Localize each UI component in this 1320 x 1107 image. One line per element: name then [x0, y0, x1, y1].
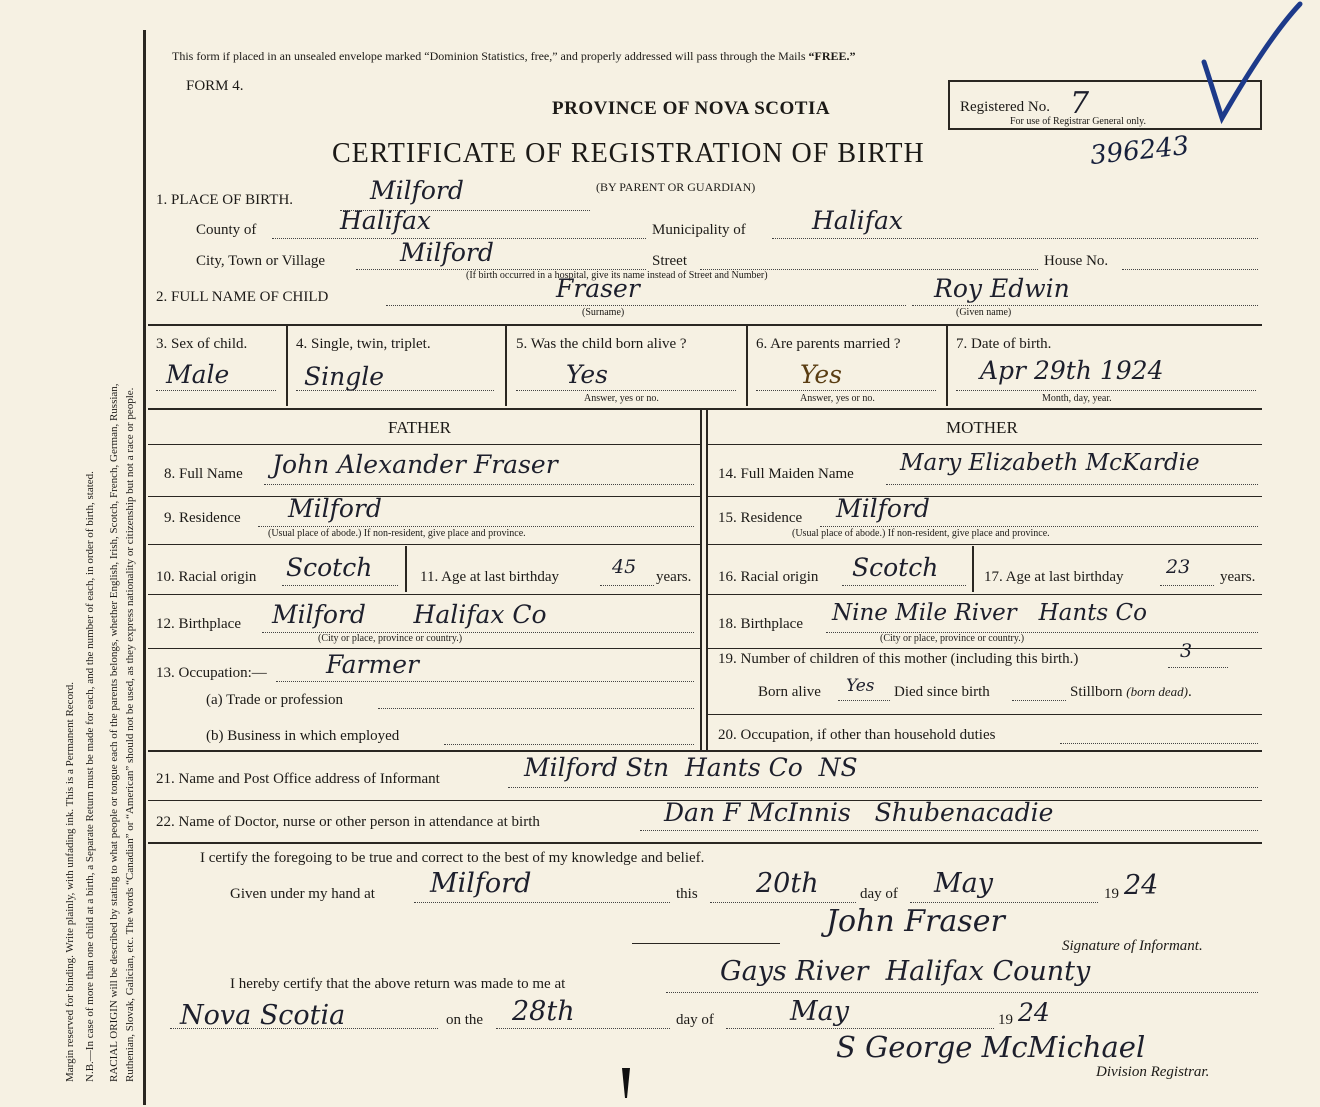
father-birthplace-value: Milford Halifax Co [272, 600, 547, 629]
mother-birthplace-caption: (City or place, province or country.) [880, 633, 1025, 644]
born-alive-count-label: Born alive [758, 684, 821, 700]
doctor-value: Dan F McInnis Shubenacadie [664, 798, 1054, 827]
signature-caption: Signature of Informant. [1062, 938, 1203, 954]
child-surname: Fraser [556, 274, 640, 303]
informant-value: Milford Stn Hants Co NS [524, 753, 858, 782]
mother-name-label: 14. Full Maiden Name [718, 466, 854, 482]
registrar-signature: S George McMichael [836, 1030, 1146, 1064]
child-name-label: 2. FULL NAME OF CHILD [156, 289, 329, 305]
father-racial-origin-value: Scotch [286, 553, 373, 582]
stillborn-text: Stillborn [1070, 684, 1123, 700]
place-of-birth-value: Milford [370, 176, 464, 205]
father-occupation-value: Farmer [326, 650, 419, 679]
given-under-place: Milford [430, 868, 532, 899]
hospital-note: (If birth occurred in a hospital, give its name instead of Street and Number) [466, 270, 768, 281]
surname-caption: (Surname) [582, 307, 625, 318]
return-day-of-label: day of [676, 1012, 714, 1028]
father-residence-caption: (Usual place of abode.) If non-resident, give place and province. [268, 528, 526, 539]
mail-note: This form if placed in an unsealed envelope marked “Dominion Statistics, free,” and properly addressed will pass through the Mails “FREE.” [172, 49, 856, 63]
mother-occupation-label: 20. Occupation, if other than household duties [718, 727, 996, 743]
father-birthplace-caption: (City or place, province or country.) [318, 633, 463, 644]
father-birthplace-label: 12. Birthplace [156, 616, 241, 632]
business-label: (b) Business in which employed [206, 728, 400, 744]
margin-note-racial-origin-1: RACIAL ORIGIN will be described by stating to what people or tongue each of the parents belongs, whether English, Irish, Scotch, French, German, Russian, [108, 383, 120, 1082]
stillborn-note: (born dead) [1126, 684, 1189, 699]
city-value: Milford [400, 238, 494, 267]
margin-note-multiple-births: N.B.—In case of more than one child at a birth, a Separate Return must be made for each, and the number of each, in order of birth, stated. [84, 471, 96, 1082]
county-label: County of [196, 222, 257, 238]
born-alive-value: Yes [566, 360, 608, 389]
informant-label: 21. Name and Post Office address of Informant [156, 771, 440, 787]
mother-birthplace-label: 18. Birthplace [718, 616, 803, 632]
father-name-value: John Alexander Fraser [272, 450, 558, 479]
father-heading: FATHER [388, 418, 451, 437]
margin-note-racial-origin-2: Ruthenian, Slovak, Galician, etc. The words “Canadian” or “American” should not be used, as they express nationality or citizenship but not a race or people. [124, 387, 136, 1082]
died-since-birth-label: Died since birth [894, 684, 990, 700]
margin-note-binding: Margin reserved for binding. Write plainly, with unfading ink. This is a Permanent Record. [64, 682, 76, 1082]
mother-name-value: Mary Elizabeth McKardie [900, 450, 1200, 476]
return-place: Gays River Halifax County [720, 956, 1091, 987]
plurality-label: 4. Single, twin, triplet. [296, 336, 431, 352]
certification-statement: I certify the foregoing to be true and correct to the best of my knowledge and belief. [200, 850, 705, 866]
parents-married-label: 6. Are parents married ? [756, 336, 901, 352]
return-month: May [790, 996, 849, 1027]
parents-married-value: Yes [800, 360, 842, 389]
sex-label: 3. Sex of child. [156, 336, 248, 352]
municipality-value: Halifax [812, 206, 903, 235]
given-year-prefix: 19 [1104, 886, 1119, 902]
given-day: 20th [756, 868, 819, 899]
registered-number: 7 [1070, 86, 1090, 121]
given-year: 24 [1124, 870, 1159, 901]
mother-age-value: 23 [1166, 556, 1191, 578]
father-racial-origin-label: 10. Racial origin [156, 569, 257, 585]
father-residence-label: 9. Residence [164, 510, 241, 526]
this-label: this [676, 886, 698, 902]
registrar-use-note: For use of Registrar General only. [1010, 116, 1146, 127]
mother-residence-caption: (Usual place of abode.) If non-resident, give place and province. [792, 528, 1050, 539]
house-no-label: House No. [1044, 253, 1109, 269]
stillborn-close: . [1188, 684, 1192, 700]
trade-label: (a) Trade or profession [206, 692, 344, 708]
doctor-label: 22. Name of Doctor, nurse or other person in attendance at birth [156, 814, 540, 830]
date-of-birth-label: 7. Date of birth. [956, 336, 1052, 352]
born-alive-count-value: Yes [846, 676, 875, 696]
form-number: FORM 4. [186, 78, 244, 94]
born-alive-label: 5. Was the child born alive ? [516, 336, 687, 352]
check-mark-icon [1196, 0, 1306, 135]
margin-rule [143, 30, 146, 1105]
children-count-label: 19. Number of children of this mother (including this birth.) [718, 651, 1079, 667]
county-value: Halifax [340, 206, 431, 235]
on-the-label: on the [446, 1012, 484, 1028]
informant-signature: John Fraser [826, 904, 1005, 939]
given-day-of-label: day of [860, 886, 898, 902]
father-residence-value: Milford [288, 494, 382, 523]
given-name-caption: (Given name) [956, 307, 1012, 318]
certificate-subtitle: (BY PARENT OR GUARDIAN) [596, 180, 756, 194]
return-year: 24 [1018, 998, 1050, 1027]
parents-married-caption: Answer, yes or no. [800, 393, 875, 404]
binding-mark-icon [620, 1068, 632, 1103]
date-of-birth-value: Apr 29th 1924 [980, 356, 1164, 385]
stillborn-label [1070, 684, 1192, 701]
mother-birthplace-value: Nine Mile River Hants Co [832, 600, 1147, 626]
sex-value: Male [166, 360, 230, 389]
return-statement: I hereby certify that the above return was made to me at [230, 976, 566, 992]
given-month: May [934, 868, 993, 899]
city-label: City, Town or Village [196, 253, 326, 269]
father-occupation-label: 13. Occupation:— [156, 665, 267, 681]
registered-label: Registered No. [960, 99, 1050, 115]
street-label: Street [652, 253, 687, 269]
date-of-birth-caption: Month, day, year. [1042, 393, 1112, 404]
father-age-unit: years. [656, 569, 692, 585]
mother-age-label: 17. Age at last birthday [984, 569, 1124, 585]
mother-racial-origin-label: 16. Racial origin [718, 569, 819, 585]
father-age-value: 45 [612, 556, 637, 578]
mother-heading: MOTHER [946, 418, 1018, 437]
municipality-label: Municipality of [652, 222, 746, 238]
return-day: 28th [512, 996, 575, 1027]
children-count-value: 3 [1180, 640, 1193, 662]
mother-age-unit: years. [1220, 569, 1256, 585]
province-heading: PROVINCE OF NOVA SCOTIA [552, 98, 831, 119]
father-age-label: 11. Age at last birthday [420, 569, 559, 585]
child-given-name: Roy Edwin [934, 274, 1070, 303]
registrar-caption: Division Registrar. [1096, 1064, 1210, 1080]
mother-residence-value: Milford [836, 494, 930, 523]
father-name-label: 8. Full Name [164, 466, 243, 482]
return-place-line2: Nova Scotia [180, 1000, 346, 1031]
place-of-birth-label: 1. PLACE OF BIRTH. [156, 192, 294, 208]
return-year-prefix: 19 [998, 1012, 1013, 1028]
stamped-number: 396243 [1088, 130, 1191, 172]
mother-residence-label: 15. Residence [718, 510, 803, 526]
given-under-label: Given under my hand at [230, 886, 375, 902]
born-alive-caption: Answer, yes or no. [584, 393, 659, 404]
mother-racial-origin-value: Scotch [852, 553, 939, 582]
certificate-title: CERTIFICATE OF REGISTRATION OF BIRTH [332, 138, 925, 169]
plurality-value: Single [304, 362, 385, 391]
